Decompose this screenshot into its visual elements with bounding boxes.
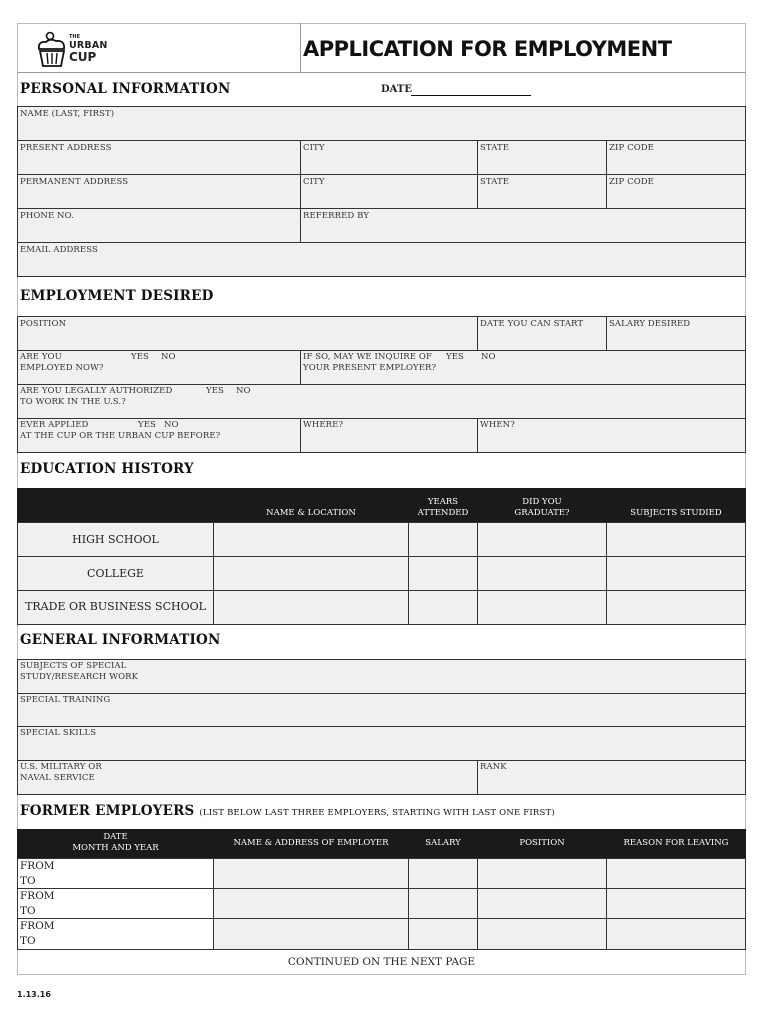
ever-applied-label: EVER APPLIED AT THE CUP OR THE URBAN CUP BEFORE? xyxy=(20,420,221,441)
referred-by-label: REFERRED BY xyxy=(303,211,370,221)
special-skills-field[interactable] xyxy=(17,726,746,761)
edu-col-subjects: SUBJECTS STUDIED xyxy=(606,508,746,519)
present-address-label: PRESENT ADDRESS xyxy=(20,143,112,153)
permanent-city-label: CITY xyxy=(303,177,325,187)
present-state-label: STATE xyxy=(480,143,510,153)
when-label: WHEN? xyxy=(480,420,515,430)
military-label: U.S. MILITARY OR NAVAL SERVICE xyxy=(20,762,102,783)
former-col-employer: NAME & ADDRESS OF EMPLOYER xyxy=(213,838,409,849)
former-to-label: TO xyxy=(20,905,36,917)
former-employer-cell[interactable] xyxy=(213,888,409,919)
section-personal-heading: PERSONAL INFORMATION xyxy=(20,81,231,97)
employed-now-no[interactable]: NO xyxy=(161,352,176,362)
edu-years-cell[interactable] xyxy=(408,556,478,591)
former-salary-cell[interactable] xyxy=(408,858,478,889)
employed-now-label: ARE YOU EMPLOYED NOW? xyxy=(20,352,104,373)
edu-name-location-cell[interactable] xyxy=(213,522,409,557)
permanent-zip-label: ZIP CODE xyxy=(609,177,654,187)
edu-name-location-cell[interactable] xyxy=(213,556,409,591)
section-education-heading: EDUCATION HISTORY xyxy=(20,461,194,477)
special-training-field[interactable] xyxy=(17,693,746,727)
former-reason-cell[interactable] xyxy=(606,858,746,889)
position-label: POSITION xyxy=(20,319,67,329)
former-col-position: POSITION xyxy=(477,838,607,849)
inquire-employer-label: IF SO, MAY WE INQUIRE OF YOUR PRESENT EMPLOYER? xyxy=(303,352,437,373)
authorized-yes[interactable]: YES xyxy=(206,386,224,396)
edu-col-graduate: DID YOU GRADUATE? xyxy=(477,497,607,519)
former-from-label: FROM xyxy=(20,890,55,902)
edu-subjects-cell[interactable] xyxy=(606,556,746,591)
version-number: 1.13.16 xyxy=(17,990,51,999)
inquire-employer-no[interactable]: NO xyxy=(481,352,496,362)
ever-applied-no[interactable]: NO xyxy=(164,420,179,430)
page-title: APPLICATION FOR EMPLOYMENT xyxy=(303,37,672,61)
ever-applied-yes[interactable]: YES xyxy=(138,420,156,430)
permanent-state-label: STATE xyxy=(480,177,510,187)
section-employment-heading: EMPLOYMENT DESIRED xyxy=(20,288,214,304)
when-field[interactable] xyxy=(477,418,746,453)
former-col-reason: REASON FOR LEAVING xyxy=(606,838,746,849)
former-col-salary: SALARY xyxy=(408,838,478,849)
logo-the: THE xyxy=(69,34,81,40)
edu-row-college: COLLEGE xyxy=(87,567,144,580)
section-former-heading xyxy=(20,803,555,819)
edu-col-years: YEARS ATTENDED xyxy=(408,497,478,519)
where-label: WHERE? xyxy=(303,420,344,430)
edu-years-cell[interactable] xyxy=(408,590,478,625)
edu-col-name-location: NAME & LOCATION xyxy=(213,508,409,519)
former-reason-cell[interactable] xyxy=(606,918,746,950)
header-divider xyxy=(300,23,301,73)
permanent-address-label: PERMANENT ADDRESS xyxy=(20,177,129,187)
former-salary-cell[interactable] xyxy=(408,888,478,919)
rank-label: RANK xyxy=(480,762,507,772)
former-from-label: FROM xyxy=(20,920,55,932)
edu-row-trade-school: TRADE OR BUSINESS SCHOOL xyxy=(25,600,206,613)
date-line[interactable] xyxy=(411,95,531,96)
permanent-city-field[interactable] xyxy=(300,174,478,209)
date-start-label: DATE YOU CAN START xyxy=(480,319,584,329)
former-reason-cell[interactable] xyxy=(606,888,746,919)
date-label: DATE xyxy=(381,84,412,95)
logo-cup: CUP xyxy=(69,50,97,64)
edu-graduate-cell[interactable] xyxy=(477,556,607,591)
edu-subjects-cell[interactable] xyxy=(606,522,746,557)
former-to-label: TO xyxy=(20,935,36,947)
edu-graduate-cell[interactable] xyxy=(477,522,607,557)
special-skills-label: SPECIAL SKILLS xyxy=(20,728,97,738)
authorized-label: ARE YOU LEGALLY AUTHORIZED TO WORK IN THE U.S.? xyxy=(20,386,173,407)
former-salary-cell[interactable] xyxy=(408,918,478,950)
position-field[interactable] xyxy=(17,316,478,351)
former-employer-cell[interactable] xyxy=(213,858,409,889)
name-label: NAME (LAST, FIRST) xyxy=(20,109,115,119)
former-position-cell[interactable] xyxy=(477,858,607,889)
edu-graduate-cell[interactable] xyxy=(477,590,607,625)
edu-years-cell[interactable] xyxy=(408,522,478,557)
salary-desired-label: SALARY DESIRED xyxy=(609,319,691,329)
former-heading-text: FORMER EMPLOYERS xyxy=(20,803,195,819)
present-city-label: CITY xyxy=(303,143,325,153)
logo-urban: URBAN xyxy=(69,40,108,51)
special-study-label: SUBJECTS OF SPECIAL STUDY/RESEARCH WORK xyxy=(20,661,139,682)
former-to-label: TO xyxy=(20,875,36,887)
email-label: EMAIL ADDRESS xyxy=(20,245,98,255)
continued-note: CONTINUED ON THE NEXT PAGE xyxy=(287,956,476,968)
email-field[interactable] xyxy=(17,242,746,277)
former-position-cell[interactable] xyxy=(477,918,607,950)
former-position-cell[interactable] xyxy=(477,888,607,919)
special-training-label: SPECIAL TRAINING xyxy=(20,695,111,705)
employed-now-yes[interactable]: YES xyxy=(131,352,149,362)
present-zip-label: ZIP CODE xyxy=(609,143,654,153)
cupcake-icon xyxy=(36,30,70,70)
phone-label: PHONE NO. xyxy=(20,211,74,221)
rank-field[interactable] xyxy=(477,760,746,795)
header-bottom-line xyxy=(17,72,746,73)
edu-subjects-cell[interactable] xyxy=(606,590,746,625)
former-col-date: DATE MONTH AND YEAR xyxy=(17,832,214,854)
inquire-employer-yes[interactable]: YES xyxy=(446,352,464,362)
logo xyxy=(36,30,106,72)
former-subheading: (LIST BELOW LAST THREE EMPLOYERS, STARTING WITH LAST ONE FIRST) xyxy=(199,808,555,818)
present-city-field[interactable] xyxy=(300,140,478,175)
former-employer-cell[interactable] xyxy=(213,918,409,950)
name-field[interactable] xyxy=(17,106,746,141)
authorized-no[interactable]: NO xyxy=(236,386,251,396)
section-general-heading: GENERAL INFORMATION xyxy=(20,632,221,648)
edu-name-location-cell[interactable] xyxy=(213,590,409,625)
former-from-label: FROM xyxy=(20,860,55,872)
edu-row-high-school: HIGH SCHOOL xyxy=(72,533,159,546)
